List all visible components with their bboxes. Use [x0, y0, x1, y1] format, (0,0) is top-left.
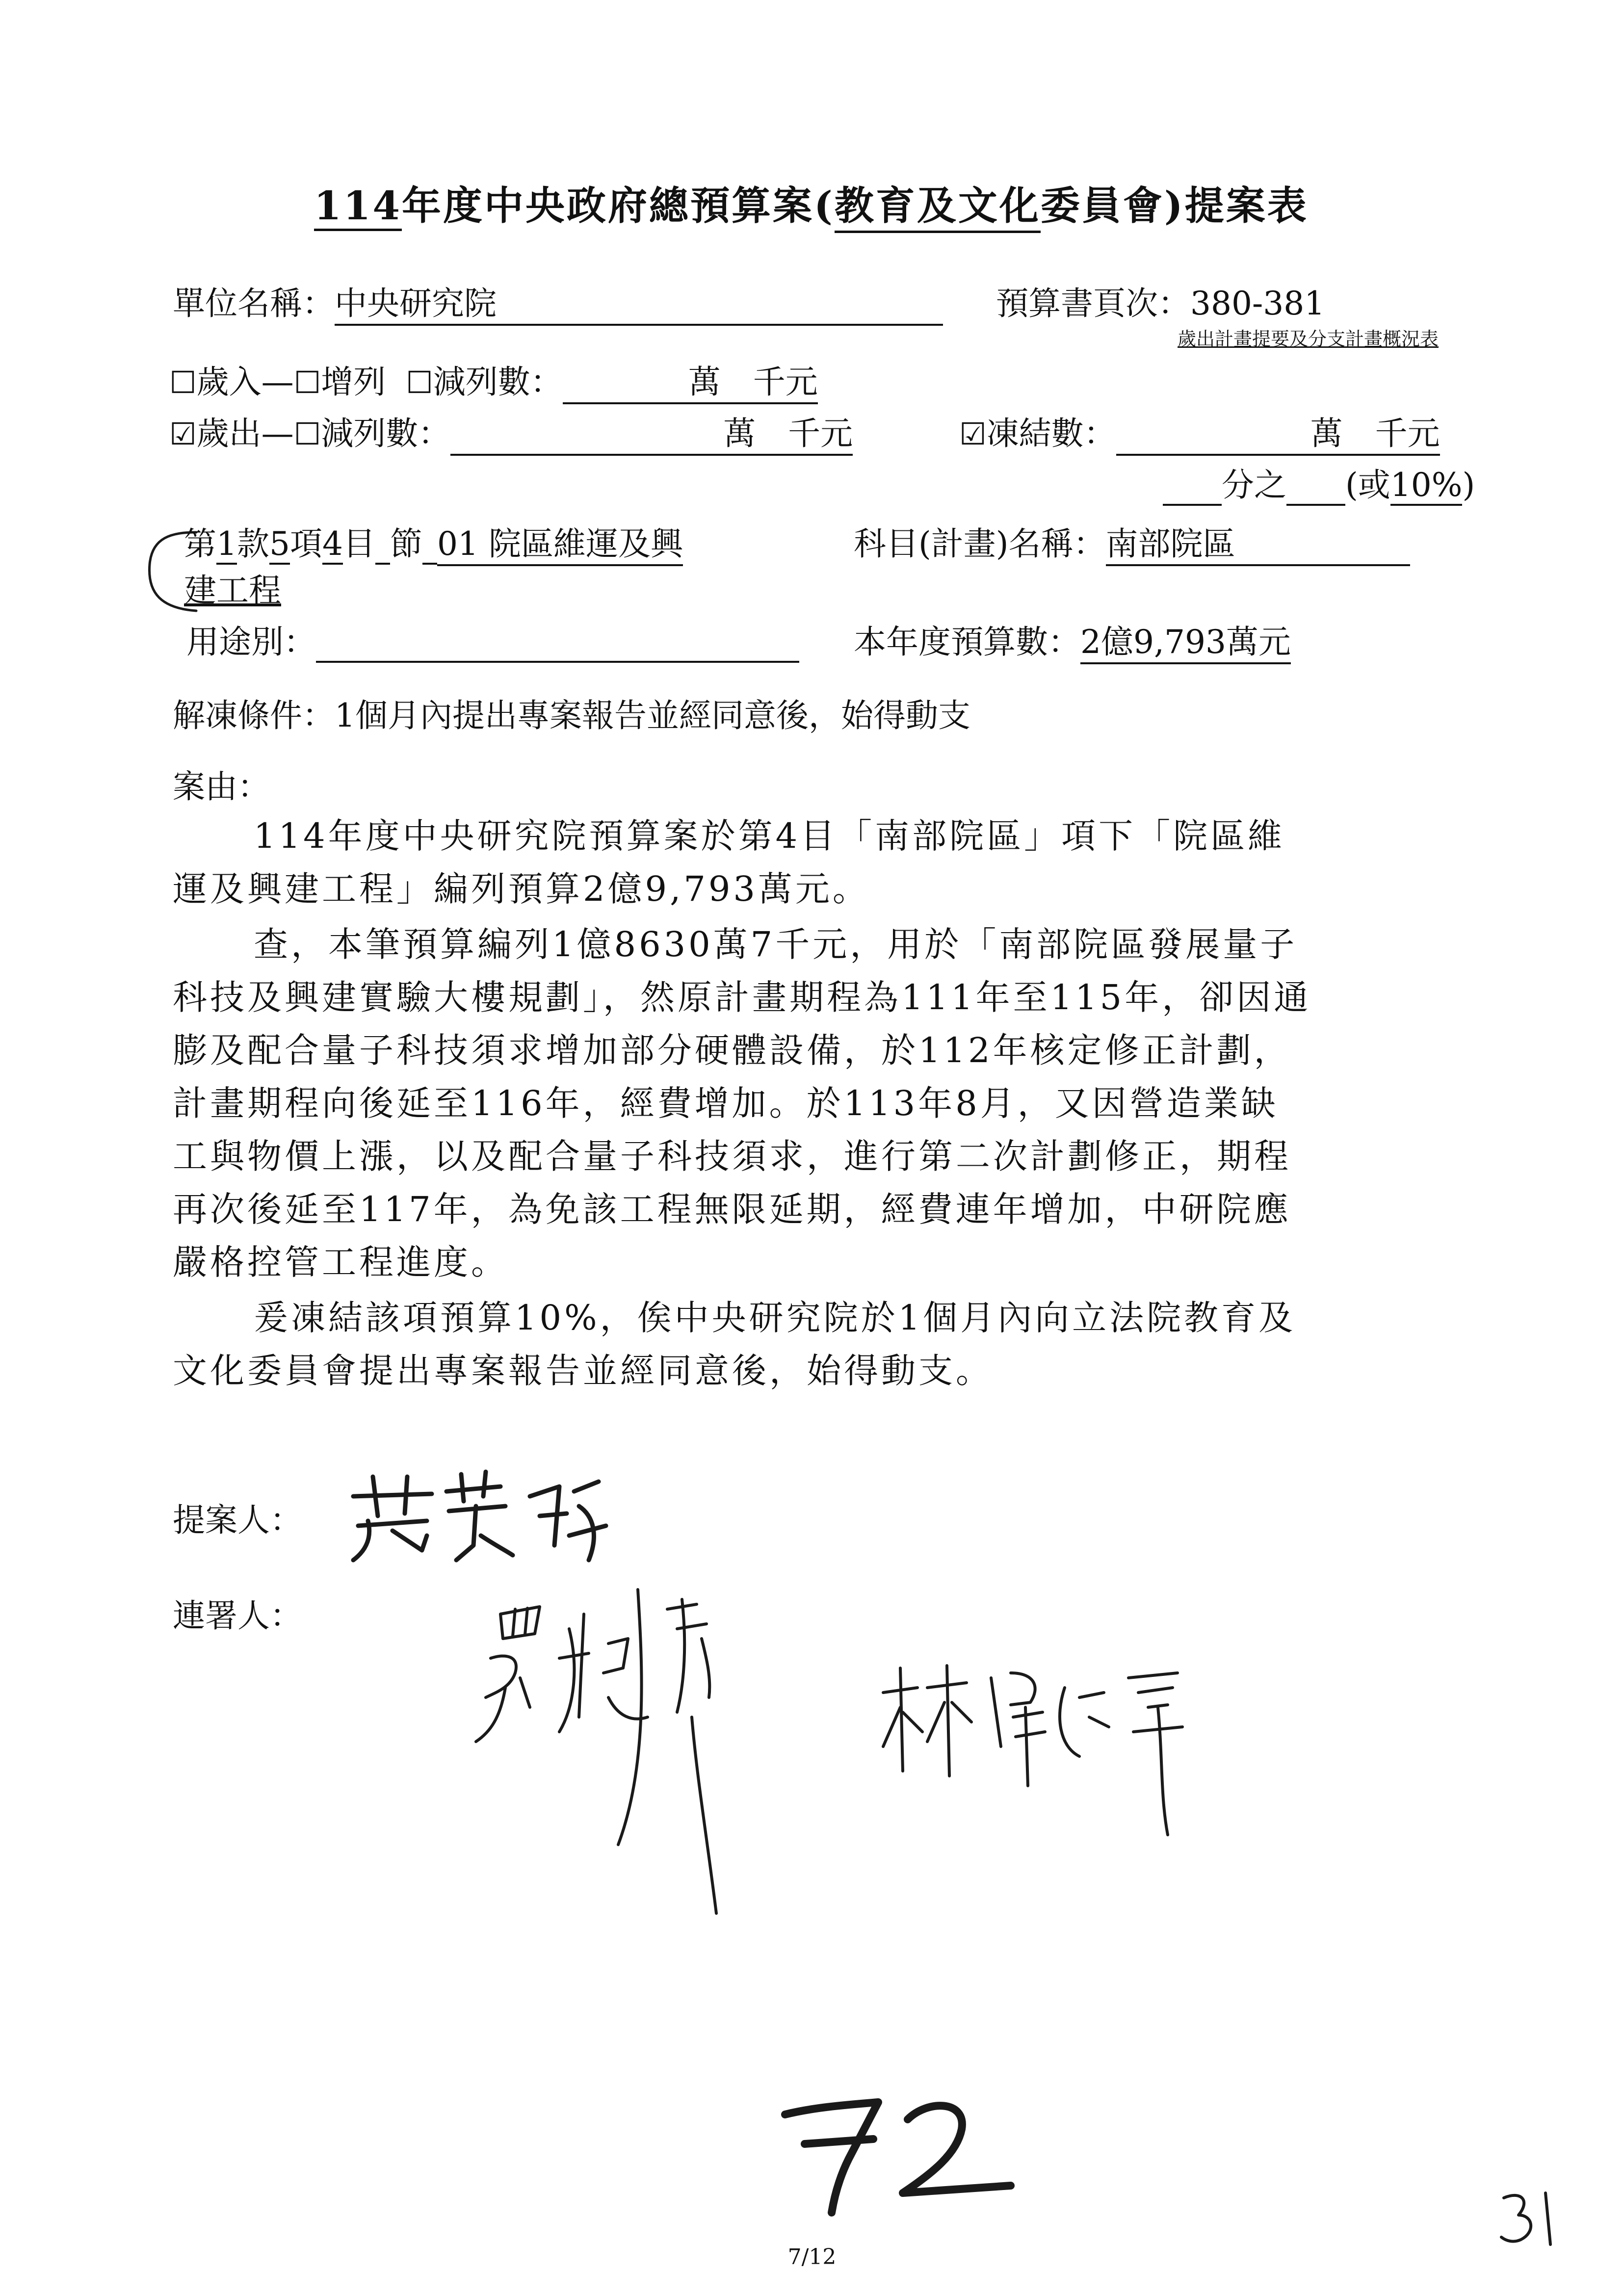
fraction-or-text: (或: [1345, 466, 1390, 504]
document-title: [314, 174, 1309, 233]
revenue-label: 歲入—: [196, 363, 294, 401]
budget-pages-note: 歲出計畫提要及分支計畫概況表: [1178, 328, 1439, 350]
budget-pages-value: 380-381: [1190, 285, 1325, 322]
condition-row: [173, 689, 970, 736]
item-row: [184, 518, 683, 566]
title-prefix: 年度中央政府總預算案(: [402, 183, 835, 229]
proposer-signature: [343, 1467, 618, 1570]
reason-body: [173, 809, 1517, 1397]
item-prefix: 第: [184, 525, 216, 563]
paragraph-line: 科技及興建實驗大樓規劃」，然原計畫期程為111年至115年，卻因通: [173, 977, 1311, 1018]
paragraph-line: 再次後延至117年，為免該工程無限延期，經費連年增加，中研院應: [173, 1189, 1291, 1229]
increase-label: 增列: [321, 363, 386, 401]
condition-value: 1個月內提出專案報告並經同意後，始得動支: [335, 697, 970, 734]
item-jie-blank: [422, 525, 437, 565]
item-name-line1: 院區維運及興: [488, 525, 683, 563]
item-mu-label: 目: [343, 525, 375, 563]
paragraph-line: 運及興建工程」編列預算2億9,793萬元。: [173, 869, 870, 909]
expense-decrease-label: 減列數：: [321, 415, 451, 452]
usage-field[interactable]: [316, 623, 799, 663]
annual-budget-label: 本年度預算數：: [854, 623, 1080, 661]
freeze-checkbox[interactable]: ☑: [959, 416, 987, 452]
fraction-denominator-field[interactable]: [1163, 466, 1222, 506]
fraction-row: [1163, 459, 1475, 506]
expense-unit: 萬 千元: [723, 415, 853, 452]
paragraph: [173, 809, 1517, 915]
paragraph-line: 文化委員會提出專案報告並經同意後，始得動支。: [173, 1351, 993, 1391]
condition-label: 解凍條件：: [173, 697, 335, 734]
handwritten-page-number: [1496, 2183, 1565, 2252]
item-kuan-label: 款: [237, 525, 269, 563]
title-committee: 教育及文化: [835, 174, 1041, 233]
fraction-numerator-field[interactable]: [1286, 466, 1345, 506]
expense-label: 歲出—: [196, 415, 294, 452]
revenue-amount-field[interactable]: [563, 356, 818, 404]
expense-decrease-checkbox[interactable]: ☐: [293, 416, 321, 452]
usage-label: 用途別：: [186, 623, 316, 661]
item-name: [437, 518, 683, 566]
budget-pages-row: [996, 277, 1325, 324]
item-mu: 4: [322, 525, 343, 565]
freeze-row: [959, 407, 1440, 456]
cosigners-label: 連署人：: [173, 1597, 302, 1635]
cosigner-signature-2: [873, 1658, 1227, 1845]
annual-budget-row: [854, 616, 1291, 664]
annual-budget-value: 2億9,793萬元: [1080, 616, 1291, 664]
fraction-text: 分之: [1222, 466, 1286, 504]
paragraph-line: 查，本筆預算編列1億8630萬7千元，用於「南部院區發展量子: [254, 924, 1298, 965]
item-xiang: 5: [269, 525, 290, 565]
cosigner-signature-1: [461, 1570, 765, 1923]
paragraph-line: 計畫期程向後延至116年，經費增加。於113年8月，又因營造業缺: [173, 1083, 1279, 1123]
expense-row: [169, 407, 853, 456]
item-xiang-label: 項: [290, 525, 322, 563]
paragraph: [173, 918, 1517, 1289]
item-code: 01: [437, 525, 478, 563]
title-suffix: 委員會)提案表: [1040, 183, 1309, 229]
paragraph-line: 爰凍結該項預算10%，俟中央研究院於1個月內向立法院教育及: [254, 1298, 1296, 1338]
handwritten-number: [770, 2090, 1016, 2222]
unit-label: 單位名稱：: [173, 285, 335, 322]
title-year: 114: [314, 183, 402, 231]
freeze-unit: 萬 千元: [1310, 415, 1440, 452]
unit-value: 中央研究院: [335, 277, 943, 326]
subject-label: 科目(計畫)名稱：: [854, 525, 1106, 563]
item-jie-label: 節: [390, 525, 422, 563]
paragraph-line: 膨及配合量子科技須求增加部分硬體設備，於112年核定修正計劃，: [173, 1030, 1291, 1070]
paragraph: [173, 1291, 1517, 1397]
fraction-close: ): [1462, 466, 1475, 504]
item-jie-field[interactable]: [375, 525, 390, 565]
paragraph-line: 嚴格控管工程進度。: [173, 1242, 508, 1282]
subject-row: [854, 518, 1410, 566]
decrease-checkbox[interactable]: ☐: [406, 365, 433, 400]
subject-value: 南部院區: [1106, 518, 1410, 566]
item-kuan: 1: [216, 525, 237, 565]
reason-label: 案由：: [173, 768, 270, 806]
decrease-label: 減列數：: [433, 363, 563, 401]
expense-checkbox[interactable]: ☑: [169, 416, 197, 452]
freeze-amount-field[interactable]: [1116, 407, 1440, 456]
freeze-label: 凍結數：: [986, 415, 1116, 452]
proposer-label: 提案人：: [173, 1501, 302, 1539]
unit-row: [173, 277, 943, 326]
revenue-row: [169, 356, 818, 404]
paragraph-line: 工與物價上漲，以及配合量子科技須求，進行第二次計劃修正，期程: [173, 1136, 1291, 1176]
freeze-percent: 10%: [1390, 466, 1463, 506]
revenue-unit: 萬 千元: [688, 363, 818, 401]
budget-pages-label: 預算書頁次：: [996, 285, 1190, 322]
usage-row: [186, 616, 799, 663]
page-number: 7/12: [787, 2244, 837, 2270]
item-name-line2: 建工程: [184, 572, 281, 609]
increase-checkbox[interactable]: ☐: [293, 365, 321, 400]
paragraph-line: 114年度中央研究院預算案於第4目「南部院區」項下「院區維: [254, 816, 1285, 856]
expense-amount-field[interactable]: [450, 407, 853, 456]
revenue-checkbox[interactable]: ☐: [169, 365, 197, 400]
